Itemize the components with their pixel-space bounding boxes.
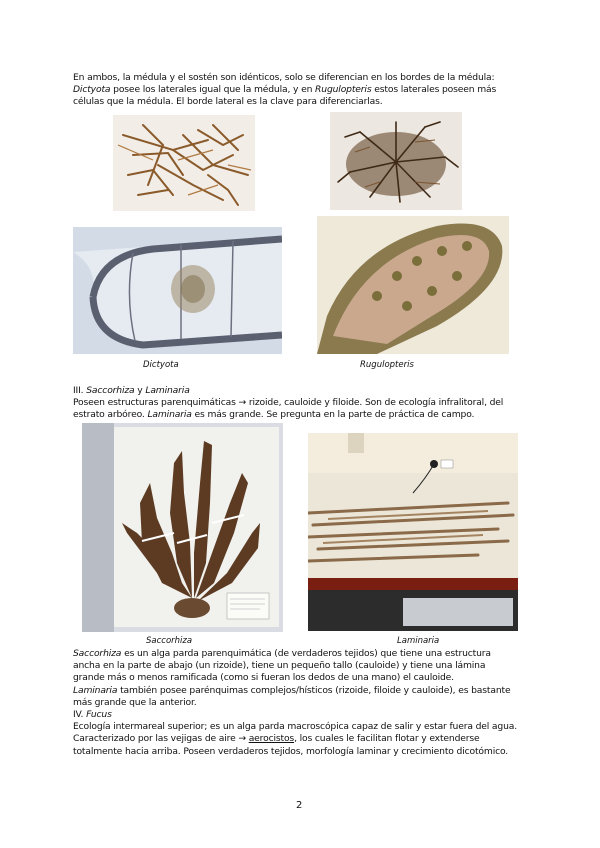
caption-rugulopteris: Rugulopteris [360, 360, 414, 370]
dictyota-specimen-image [113, 115, 255, 211]
caption-laminaria: Laminaria [397, 636, 440, 646]
fucus-line-3: totalmente hacia arriba. Poseen verdaderos tejidos, morfología laminar y crecimiento dicotómico. [73, 745, 509, 757]
saccorhiza-desc-line-2: ancha en la parte de abajo (un rizoide), tiene un pequeño tallo (cauloide) y tiene una lámina [73, 660, 486, 672]
genus-saccorhiza: Saccorhiza [73, 648, 122, 659]
saccorhiza-herbarium-image [82, 423, 283, 632]
rugulopteris-microscopy-photo [317, 216, 509, 354]
saccorhiza-herbarium-photo [82, 423, 283, 632]
section-iv-heading [73, 709, 517, 721]
fucus-text: , los cuales le facilitan flotar y extenderse [294, 733, 480, 745]
saccorhiza-desc-line-3: grande más o menos ramificada (como si fueran los dedos de una mano) el cauloide. [73, 672, 454, 684]
intro-line-3: células que la médula. El borde lateral es la clave para diferenciarlas. [73, 96, 383, 108]
section-text: estrato arbóreo. [73, 409, 148, 421]
desc-text: también posee parénquimas complejos/hísticos (rizoide, filoide y cauloide), es bastante [117, 684, 511, 696]
intro-line-2 [73, 84, 496, 96]
fucus-text: Caracterizado por las vejigas de aire → [73, 733, 249, 745]
fucus-line-1: Ecología intermareal superior; es un alga parda macroscópica capaz de salir y estar fuera del agua. [73, 721, 518, 733]
genus-rugulopteris: Rugulopteris [315, 84, 372, 96]
caption-dictyota: Dictyota [143, 360, 179, 370]
saccorhiza-desc-line-1 [73, 648, 517, 660]
genus-dictyota: Dictyota [73, 84, 111, 96]
laminaria-desc-line-2: más grande que la anterior. [73, 696, 197, 708]
intro-text: estos laterales poseen más [371, 84, 497, 96]
intro-line-1: En ambos, la médula y el sostén son idénticos, solo se diferencian en los bordes de la médula: [73, 72, 495, 83]
heading-number: III. [73, 385, 87, 396]
laminaria-desc-line-1 [73, 685, 517, 697]
genus-saccorhiza: Saccorhiza [86, 385, 135, 396]
heading-text: y [134, 385, 146, 396]
desc-text: es un alga parda parenquimática (de verdaderos tejidos) que tiene una estructura [121, 648, 491, 659]
rugulopteris-specimen-image [330, 112, 462, 210]
species-descriptions [73, 648, 517, 758]
laminaria-specimen-image [308, 433, 518, 631]
section-text: es más grande. Se pregunta en la parte de práctica de campo. [191, 409, 475, 421]
dictyota-specimen-photo [113, 115, 255, 211]
dictyota-microscopy-image [73, 227, 282, 354]
genus-fucus: Fucus [86, 709, 112, 721]
genus-laminaria: Laminaria [73, 684, 118, 696]
section-iii-line-2 [73, 409, 503, 421]
intro-paragraph [73, 72, 496, 109]
genus-laminaria: Laminaria [147, 409, 192, 421]
rugulopteris-microscopy-image [317, 216, 509, 354]
section-iii [73, 385, 503, 422]
caption-saccorhiza: Saccorhiza [146, 636, 193, 646]
laminaria-specimen-photo [308, 433, 518, 631]
fucus-line-2 [73, 733, 517, 745]
page-number: 2 [296, 800, 303, 811]
intro-text: posee los laterales igual que la médula, y en [110, 84, 316, 96]
section-iii-heading [73, 385, 503, 397]
section-iii-line-1: Poseen estructuras parenquimáticas → rizoide, cauloide y filoide. Son de ecología infralitoral, del [73, 397, 504, 409]
genus-laminaria: Laminaria [145, 385, 190, 396]
aerocistos-term: aerocistos [248, 733, 295, 745]
dictyota-microscopy-photo [73, 227, 282, 354]
heading-number: IV. [73, 709, 87, 721]
rugulopteris-specimen-photo [330, 112, 462, 210]
